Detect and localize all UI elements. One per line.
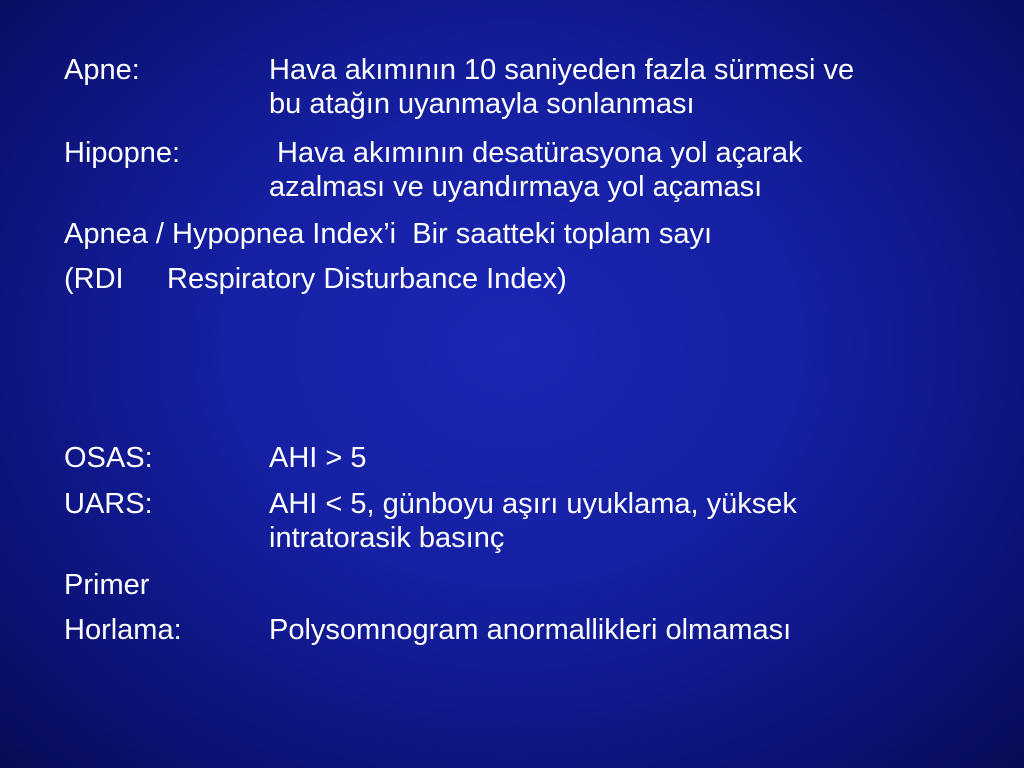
rdi-definition: Respiratory Disturbance Index) [167, 263, 567, 295]
uars-definition-line-2: intratorasik basınç [269, 522, 505, 554]
rdi-abbreviation: (RDI [64, 263, 124, 295]
hipopne-term: Hipopne: [64, 137, 181, 169]
uars-definition-line-1: AHI < 5, günboyu aşırı uyuklama, yüksek [269, 488, 797, 520]
apne-definition-line-2: bu atağın uyanmayla sonlanması [269, 88, 695, 120]
primer-term: Primer [64, 569, 150, 601]
apne-definition-line-1: Hava akımının 10 saniyeden fazla sürmesi ve [269, 54, 855, 86]
ahi-definition: Apnea / Hypopnea Index’i Bir saatteki toplam sayı [64, 218, 713, 250]
horlama-term: Horlama: [64, 614, 182, 646]
hipopne-definition-line-1: Hava akımının desatürasyona yol açarak [269, 137, 803, 169]
osas-definition: AHI > 5 [269, 442, 367, 474]
hipopne-definition-line-2: azalması ve uyandırmaya yol açaması [269, 171, 763, 203]
apne-term: Apne: [64, 54, 140, 86]
uars-term: UARS: [64, 488, 153, 520]
osas-term: OSAS: [64, 442, 153, 474]
horlama-definition: Polysomnogram anormallikleri olmaması [269, 614, 792, 646]
